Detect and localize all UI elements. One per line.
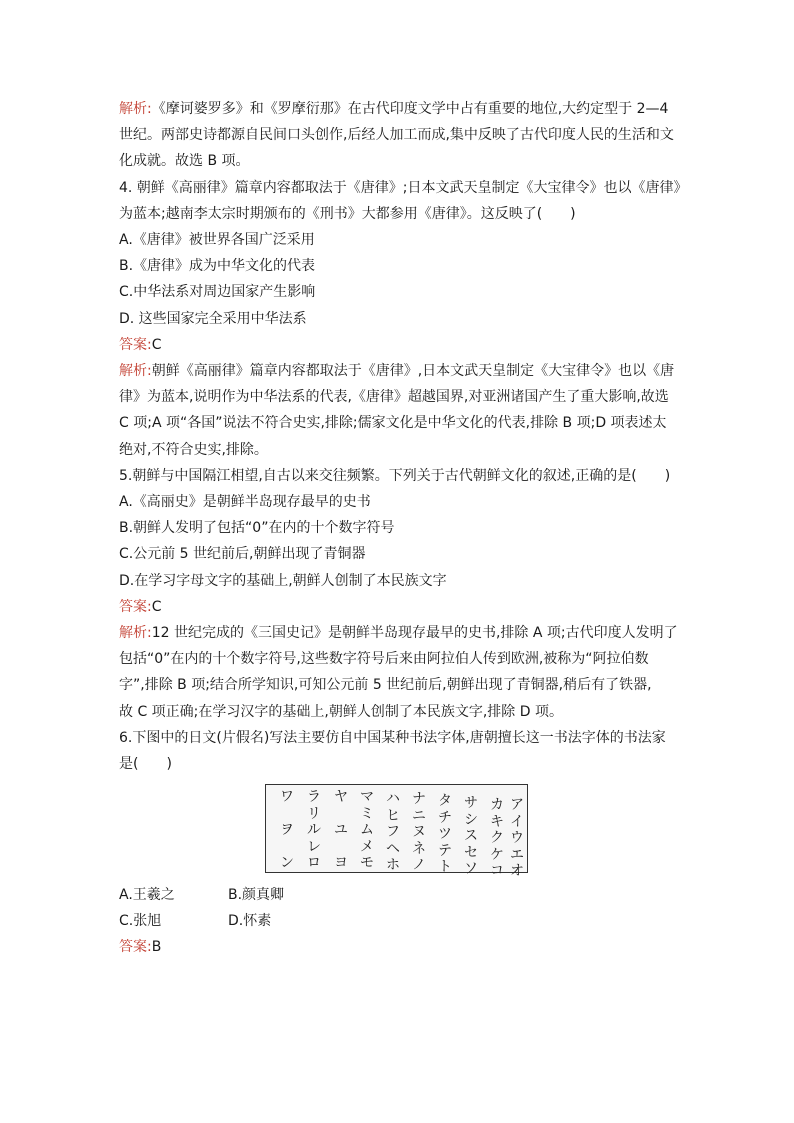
kana-char: ワ bbox=[280, 789, 294, 805]
answer-label: 答案: bbox=[119, 939, 152, 956]
kana-char: ウ bbox=[510, 830, 524, 846]
option-a: A.《唐律》被世界各国广泛采用 bbox=[119, 232, 315, 249]
answer-line bbox=[119, 332, 679, 358]
analysis-text: 故 C 项正确;在学习汉字的基础上,朝鲜人创制了本民族文字,排除 D 项。 bbox=[119, 703, 563, 720]
question-5 bbox=[119, 463, 679, 725]
kana-column bbox=[380, 791, 406, 874]
question-stem: 6.下图中的日文(片假名)写法主要仿自中国某种书法字体,唐朝擅长这一书法字体的书法家 bbox=[119, 729, 666, 746]
kana-char: ハ bbox=[386, 791, 400, 807]
kana-char: ト bbox=[438, 859, 452, 875]
analysis-text: 朝鲜《高丽律》篇章内容都取法于《唐律》,日本文武天皇制定《大宝律令》也以《唐 bbox=[151, 363, 675, 380]
kana-char: エ bbox=[510, 846, 524, 863]
kana-char: オ bbox=[510, 863, 524, 879]
kana-char: ン bbox=[280, 855, 294, 871]
question-6 bbox=[119, 725, 679, 777]
kana-char: ア bbox=[510, 797, 524, 813]
kana-char: ル bbox=[307, 822, 321, 838]
answer-line bbox=[119, 934, 679, 960]
option-c: C.中华法系对周边国家产生影响 bbox=[119, 284, 316, 301]
option-d: D. 这些国家完全采用中华法系 bbox=[119, 310, 307, 327]
kana-char: マ bbox=[360, 789, 374, 805]
answer-value: C bbox=[151, 598, 162, 615]
kana-column bbox=[274, 789, 300, 872]
kana-char: ヲ bbox=[280, 822, 294, 838]
question-stem: 是( ) bbox=[119, 756, 172, 773]
kana-char: モ bbox=[360, 855, 374, 871]
kana-char: ラ bbox=[307, 789, 321, 805]
kana-char bbox=[328, 839, 354, 856]
answer-value: C bbox=[151, 336, 162, 353]
kana-char: ヒ bbox=[386, 807, 400, 824]
document-page bbox=[119, 96, 688, 777]
kana-char: ホ bbox=[386, 857, 400, 873]
analysis-text: 化成就。故选 B 项。 bbox=[119, 153, 250, 170]
analysis-text: 字”,排除 B 项;结合所学知识,可知公元前 5 世纪前后,朝鲜出现了青铜器,稍后有了铁器, bbox=[119, 677, 652, 694]
option-a: A.《高丽史》是朝鲜半岛现存最早的史书 bbox=[119, 494, 371, 511]
analysis-text: 12 世纪完成的《三国史记》是朝鲜半岛现存最早的史书,排除 A 项;古代印度人发明了 bbox=[151, 625, 678, 642]
kana-char bbox=[328, 806, 354, 823]
kana-column bbox=[406, 791, 432, 874]
question-stem: 4. 朝鲜《高丽律》篇章内容都取法于《唐律》;日本文武天皇制定《大宝律令》也以《唐律》 bbox=[119, 179, 688, 196]
kana-char: ミ bbox=[360, 805, 374, 822]
kana-char: ノ bbox=[412, 857, 426, 873]
kana-char: カ bbox=[490, 797, 504, 813]
option-d: D.在学习字母文字的基础上,朝鲜人创制了本民族文字 bbox=[119, 572, 447, 589]
kana-char: イ bbox=[510, 813, 524, 830]
analysis-text: 律》为蓝本,说明作为中华法系的代表,《唐律》超越国界,对亚洲诸国产生了重大影响,故选 bbox=[119, 389, 669, 406]
kana-char: サ bbox=[464, 795, 478, 811]
q3-analysis bbox=[119, 96, 679, 175]
kana-column bbox=[354, 789, 380, 872]
answer-value: B bbox=[151, 939, 162, 956]
kana-char: ケ bbox=[490, 846, 504, 863]
analysis-text: 《摩诃婆罗多》和《罗摩衍那》在古代印度文学中占有重要的地位,大约定型于 2—4 bbox=[151, 101, 669, 117]
kana-char: チ bbox=[438, 809, 452, 826]
kana-column bbox=[301, 789, 327, 872]
analysis-text: 世纪。两部史诗都源自民间口头创作,后经人加工而成,集中反映了古代印度人民的生活和文 bbox=[119, 127, 674, 144]
kana-column bbox=[504, 797, 530, 880]
kana-char: ユ bbox=[334, 822, 348, 838]
kana-char: ヌ bbox=[412, 824, 426, 840]
kana-char: ナ bbox=[412, 791, 426, 807]
kana-column bbox=[432, 793, 458, 876]
kana-char: タ bbox=[438, 793, 452, 809]
option-c: C.公元前 5 世纪前后,朝鲜出现了青铜器 bbox=[119, 546, 366, 563]
kana-char bbox=[274, 806, 300, 823]
kana-char: ニ bbox=[412, 807, 426, 824]
kana-char: ヘ bbox=[386, 840, 400, 857]
analysis-label: 解析: bbox=[119, 101, 152, 117]
kana-char: リ bbox=[307, 805, 321, 822]
kana-char: テ bbox=[438, 842, 452, 859]
kana-char: キ bbox=[490, 813, 504, 830]
kana-char: ス bbox=[464, 828, 478, 844]
answer-line bbox=[119, 594, 679, 620]
kana-char: ク bbox=[490, 830, 504, 846]
option-b: B.《唐律》成为中华文化的代表 bbox=[119, 258, 316, 275]
kana-char: ツ bbox=[438, 826, 452, 842]
katakana-figure bbox=[265, 784, 528, 879]
answer-label: 答案: bbox=[119, 336, 152, 353]
question-6-options bbox=[119, 882, 679, 961]
analysis-label: 解析: bbox=[119, 625, 152, 642]
kana-char: レ bbox=[307, 838, 321, 855]
kana-char: メ bbox=[360, 838, 374, 855]
analysis-text: C 项;A 项“各国”说法不符合史实,排除;儒家文化是中华文化的代表,排除 B 项;D 项表述太 bbox=[119, 415, 667, 432]
question-stem: 5.朝鲜与中国隔江相望,自古以来交往频繁。下列关于古代朝鲜文化的叙述,正确的是( ) bbox=[119, 467, 671, 484]
kana-char: ロ bbox=[307, 855, 321, 871]
question-4 bbox=[119, 175, 688, 463]
option-b: B.朝鲜人发明了包括“0”在内的十个数字符号 bbox=[119, 520, 395, 537]
kana-char: ム bbox=[360, 822, 374, 838]
kana-char: ソ bbox=[464, 861, 478, 877]
kana-char: ヤ bbox=[334, 789, 348, 805]
option-b: B.颜真卿 bbox=[228, 887, 285, 903]
kana-column bbox=[328, 789, 354, 872]
option-d: D.怀素 bbox=[228, 913, 272, 930]
kana-char: コ bbox=[490, 863, 504, 879]
analysis-label: 解析: bbox=[119, 363, 152, 380]
option-a: A.王羲之 bbox=[119, 887, 175, 903]
kana-char bbox=[274, 839, 300, 856]
option-c: C.张旭 bbox=[119, 913, 162, 930]
analysis-text: 包括“0”在内的十个数字符号,这些数字符号后来由阿拉伯人传到欧洲,被称为“阿拉伯数 bbox=[119, 651, 649, 668]
question-stem: 为蓝本;越南李太宗时期颁布的《刑书》大都参用《唐律》。这反映了( ) bbox=[119, 205, 576, 222]
analysis-text: 绝对,不符合史实,排除。 bbox=[119, 441, 268, 458]
kana-char: セ bbox=[464, 844, 478, 861]
kana-char: ネ bbox=[412, 840, 426, 857]
kana-char: ヨ bbox=[334, 855, 348, 871]
answer-label: 答案: bbox=[119, 598, 152, 615]
kana-column bbox=[458, 795, 484, 878]
kana-char: シ bbox=[464, 811, 478, 828]
kana-char: フ bbox=[386, 824, 400, 840]
